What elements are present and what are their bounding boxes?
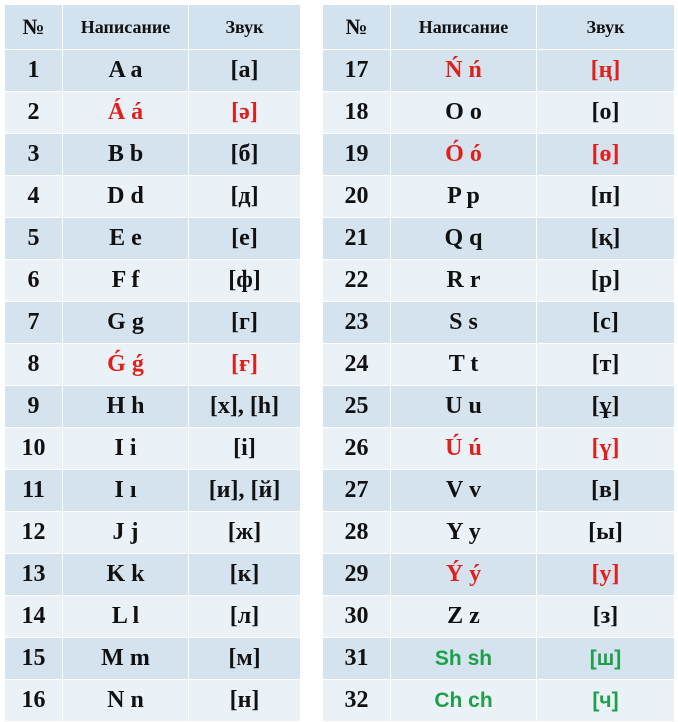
table-row xyxy=(323,260,675,302)
row-number: 13 xyxy=(5,554,63,596)
row-sound: [и], [й] xyxy=(189,470,301,512)
row-number: 15 xyxy=(5,638,63,680)
row-sound: [ш] xyxy=(537,638,675,680)
row-sound: [в] xyxy=(537,470,675,512)
row-sound: [ө] xyxy=(537,134,675,176)
row-letter: R r xyxy=(391,260,537,302)
header-spelling: Написание xyxy=(391,5,537,50)
row-letter: N n xyxy=(63,680,189,722)
row-sound: [т] xyxy=(537,344,675,386)
row-letter: I ı xyxy=(63,470,189,512)
row-sound: [ф] xyxy=(189,260,301,302)
row-sound: [ж] xyxy=(189,512,301,554)
header-spelling: Написание xyxy=(63,5,189,50)
row-number: 21 xyxy=(323,218,391,260)
table-row xyxy=(323,638,675,680)
row-letter: K k xyxy=(63,554,189,596)
row-sound: [з] xyxy=(537,596,675,638)
row-letter: Ý ý xyxy=(391,554,537,596)
table-row xyxy=(323,554,675,596)
header-number: № xyxy=(323,5,391,50)
header-number: № xyxy=(5,5,63,50)
row-letter: Ń ń xyxy=(391,50,537,92)
row-letter: Sh sh xyxy=(391,638,537,680)
row-sound: [с] xyxy=(537,302,675,344)
row-sound: [ү] xyxy=(537,428,675,470)
row-letter: T t xyxy=(391,344,537,386)
row-sound: [р] xyxy=(537,260,675,302)
table-row xyxy=(5,92,301,134)
row-letter: A a xyxy=(63,50,189,92)
table-row xyxy=(323,92,675,134)
row-sound: [а] xyxy=(189,50,301,92)
row-number: 6 xyxy=(5,260,63,302)
row-letter: I i xyxy=(63,428,189,470)
row-sound: [ч] xyxy=(537,680,675,722)
table-row xyxy=(323,680,675,722)
row-number: 31 xyxy=(323,638,391,680)
row-letter: Á á xyxy=(63,92,189,134)
row-letter: S s xyxy=(391,302,537,344)
table-row xyxy=(323,386,675,428)
row-letter: G g xyxy=(63,302,189,344)
row-number: 12 xyxy=(5,512,63,554)
row-letter: Z z xyxy=(391,596,537,638)
table-row xyxy=(5,596,301,638)
row-number: 3 xyxy=(5,134,63,176)
table-row xyxy=(5,50,301,92)
table-row xyxy=(5,302,301,344)
header-sound: Звук xyxy=(537,5,675,50)
table-row xyxy=(5,512,301,554)
table-row xyxy=(323,344,675,386)
row-sound: [о] xyxy=(537,92,675,134)
row-number: 10 xyxy=(5,428,63,470)
row-sound: [ы] xyxy=(537,512,675,554)
row-sound: [л] xyxy=(189,596,301,638)
table-row xyxy=(5,428,301,470)
table-row xyxy=(323,134,675,176)
table-row xyxy=(5,638,301,680)
header-sound: Звук xyxy=(189,5,301,50)
row-sound: [ә] xyxy=(189,92,301,134)
row-letter: L l xyxy=(63,596,189,638)
row-sound: [қ] xyxy=(537,218,675,260)
row-number: 20 xyxy=(323,176,391,218)
row-number: 19 xyxy=(323,134,391,176)
table-row xyxy=(323,596,675,638)
row-letter: B b xyxy=(63,134,189,176)
row-number: 8 xyxy=(5,344,63,386)
table-row xyxy=(5,386,301,428)
row-letter: Ǵ ǵ xyxy=(63,344,189,386)
row-sound: [м] xyxy=(189,638,301,680)
row-sound: [х], [h] xyxy=(189,386,301,428)
row-sound: [і] xyxy=(189,428,301,470)
row-sound: [к] xyxy=(189,554,301,596)
row-number: 4 xyxy=(5,176,63,218)
table-header-row xyxy=(5,5,301,50)
row-letter: P p xyxy=(391,176,537,218)
row-number: 9 xyxy=(5,386,63,428)
row-sound: [б] xyxy=(189,134,301,176)
table-row xyxy=(5,260,301,302)
row-number: 7 xyxy=(5,302,63,344)
alphabet-table-left xyxy=(4,4,301,722)
row-number: 1 xyxy=(5,50,63,92)
row-sound: [ұ] xyxy=(537,386,675,428)
row-number: 17 xyxy=(323,50,391,92)
table-row xyxy=(5,470,301,512)
row-number: 25 xyxy=(323,386,391,428)
row-number: 22 xyxy=(323,260,391,302)
table-row xyxy=(5,218,301,260)
table-row xyxy=(5,176,301,218)
table-row xyxy=(323,50,675,92)
table-row xyxy=(5,680,301,722)
row-number: 24 xyxy=(323,344,391,386)
row-sound: [ң] xyxy=(537,50,675,92)
table-row xyxy=(323,176,675,218)
row-sound: [н] xyxy=(189,680,301,722)
table-row xyxy=(323,512,675,554)
row-number: 29 xyxy=(323,554,391,596)
row-number: 14 xyxy=(5,596,63,638)
row-sound: [ғ] xyxy=(189,344,301,386)
row-letter: O o xyxy=(391,92,537,134)
row-number: 5 xyxy=(5,218,63,260)
row-number: 18 xyxy=(323,92,391,134)
row-sound: [г] xyxy=(189,302,301,344)
table-row xyxy=(323,218,675,260)
row-sound: [д] xyxy=(189,176,301,218)
table-row xyxy=(5,134,301,176)
row-number: 26 xyxy=(323,428,391,470)
row-number: 2 xyxy=(5,92,63,134)
row-sound: [е] xyxy=(189,218,301,260)
alphabet-table-right xyxy=(322,4,675,722)
table-header-row xyxy=(323,5,675,50)
row-letter: U u xyxy=(391,386,537,428)
row-letter: D d xyxy=(63,176,189,218)
row-number: 16 xyxy=(5,680,63,722)
row-number: 23 xyxy=(323,302,391,344)
row-letter: H h xyxy=(63,386,189,428)
row-letter: Ch ch xyxy=(391,680,537,722)
row-sound: [у] xyxy=(537,554,675,596)
row-number: 27 xyxy=(323,470,391,512)
row-letter: V v xyxy=(391,470,537,512)
table-row xyxy=(5,554,301,596)
table-row xyxy=(323,428,675,470)
row-letter: Ú ú xyxy=(391,428,537,470)
row-number: 30 xyxy=(323,596,391,638)
table-row xyxy=(5,344,301,386)
table-row xyxy=(323,470,675,512)
row-letter: E e xyxy=(63,218,189,260)
row-number: 11 xyxy=(5,470,63,512)
row-letter: Ó ó xyxy=(391,134,537,176)
row-number: 32 xyxy=(323,680,391,722)
table-row xyxy=(323,302,675,344)
row-letter: Q q xyxy=(391,218,537,260)
row-letter: J j xyxy=(63,512,189,554)
row-sound: [п] xyxy=(537,176,675,218)
row-letter: Y y xyxy=(391,512,537,554)
row-number: 28 xyxy=(323,512,391,554)
row-letter: M m xyxy=(63,638,189,680)
row-letter: F f xyxy=(63,260,189,302)
alphabet-tables xyxy=(4,4,674,714)
